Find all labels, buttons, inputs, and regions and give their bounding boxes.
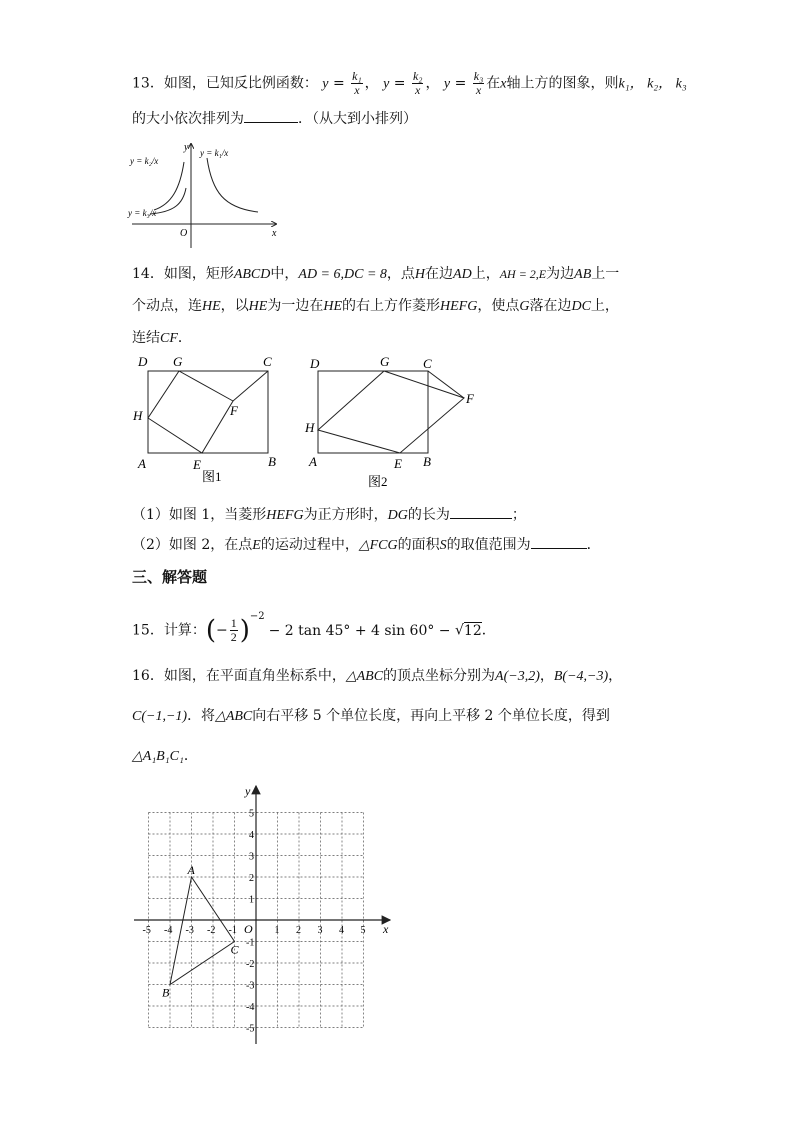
q14-line3: [132, 328, 192, 349]
q14-sub2-b: 的运动过程中，: [260, 537, 359, 553]
fraction-k3-num: k₃: [473, 69, 484, 83]
label-k3: y = k₃/x: [128, 208, 157, 218]
q13-axis-y-label: y: [184, 142, 189, 153]
fraction-k2-den: x: [415, 83, 421, 97]
fig1-caption: 图1: [202, 469, 222, 484]
x-tick-label: 5: [360, 925, 366, 936]
x-tick-label: 1: [274, 925, 280, 936]
q14-sub1-d: ；: [511, 507, 526, 523]
vertex-label-a: A: [187, 863, 195, 877]
fig2-rect: [318, 371, 428, 453]
side-ab: AB: [574, 267, 592, 282]
y-tick-label: -3: [246, 980, 255, 992]
q13-tail: 轴上方的图象，则: [506, 75, 619, 92]
fig1-H: H: [133, 408, 143, 423]
q14-figure1: [132, 352, 292, 487]
area-s: S: [439, 538, 447, 553]
q15-prefix: 15．计算：: [132, 622, 206, 639]
y-tick-label: -4: [246, 1002, 255, 1013]
y-tick-label: -5: [246, 1023, 255, 1035]
q14-figure2: [300, 352, 480, 492]
q14-line1-g: 上一: [591, 266, 620, 282]
fig2-A: A: [309, 454, 317, 469]
fraction-half-den: 2: [230, 630, 237, 645]
fig1-B: B: [268, 454, 276, 469]
sqrt-sign: √: [454, 622, 464, 639]
coord-a: A(−3,2): [495, 669, 540, 684]
fig1-rect: [148, 371, 268, 453]
curve-k1: [207, 158, 258, 212]
rhombus-hefg: HEFG: [440, 299, 478, 314]
y-tick-label: 3: [249, 851, 254, 863]
label-k2: y = k₂/x: [130, 156, 159, 166]
q16-axis-y-label: y: [245, 784, 251, 798]
sub1-hefg: HEFG: [266, 508, 304, 523]
q14-line2-e: ，使点: [477, 298, 520, 314]
triangle-abc-shape: [170, 877, 235, 985]
seg-dg: DG: [387, 508, 408, 523]
q15-rest: − 2 tan 45° + 4 sin 60° −: [268, 622, 455, 639]
q16-line2-c: 向右平移 5 个单位长度，再向上平移 2 个单位长度，得到: [252, 708, 610, 724]
triangle-abc: △ABC: [345, 669, 384, 684]
fig2-B: B: [423, 454, 431, 469]
sep-2: ，: [425, 75, 440, 92]
q16-comma-1: ，: [539, 668, 554, 684]
fig2-rhombus: [318, 371, 464, 453]
q14-sub1-b: 为正方形时，: [303, 507, 388, 523]
q13-origin-label: O: [180, 228, 188, 239]
q14-line1-c: ，点: [386, 266, 415, 282]
fig2-F: F: [466, 391, 474, 406]
q16-line1-b: 的顶点坐标分别为: [383, 668, 496, 684]
fig2-C: C: [423, 356, 432, 371]
fig2-D: D: [310, 356, 320, 371]
fraction-k2: [412, 70, 424, 97]
vertex-label-c: C: [230, 942, 239, 957]
q14-line2-a: 个动点，连: [132, 298, 202, 314]
y-tick-label: 1: [249, 894, 254, 906]
q14-line2-g: 上，: [590, 298, 619, 314]
fig2-caption: 图2: [368, 474, 388, 489]
fig1-A: A: [138, 456, 146, 471]
fig1-D: D: [138, 354, 148, 369]
q15-line: [132, 611, 496, 646]
fig1-C: C: [263, 354, 272, 369]
q14-sub1-answer-blank[interactable]: [450, 504, 512, 519]
q14-line1-b: 中，: [270, 266, 299, 282]
q14-line2-d: 的右上方作菱形: [342, 298, 441, 314]
q14-sub1: [132, 504, 526, 526]
tick-layer: [143, 809, 366, 1035]
triangle-fcg: △FCG: [358, 538, 398, 553]
q14-sub2-d: 的取值范围为: [446, 537, 531, 553]
q16-comma-2: ，: [608, 668, 623, 684]
q13-axis-x-label: x: [272, 228, 277, 239]
q14-line1-a: 14．如图，矩形: [132, 266, 234, 282]
x-tick-label: 2: [296, 925, 301, 936]
fig1-G: G: [173, 354, 183, 369]
q13-line2-b: ．（从大到小排列）: [298, 111, 417, 127]
coord-c: C(−1,−1): [132, 709, 188, 724]
q13-number: 13．: [132, 75, 164, 92]
fraction-half: [230, 617, 238, 644]
point-h: H: [414, 267, 426, 282]
fig1-rhombus: [148, 371, 233, 453]
x-tick-label: -5: [142, 925, 151, 936]
q14-sub1-c: 的长为: [407, 507, 450, 523]
q13-line2-a: 的大小依次排列为: [132, 111, 244, 127]
q16-line1-a: 16．如图，在平面直角坐标系中，: [132, 668, 346, 684]
fraction-k3-den: x: [475, 83, 482, 97]
q14-line1-f: 为边: [546, 266, 575, 282]
fraction-k3: [473, 70, 485, 97]
x-tick-label: -2: [207, 925, 216, 936]
y-tick-label: 2: [249, 873, 254, 884]
q13-line2: [132, 108, 417, 129]
fraction-k2-num: k₂: [412, 69, 423, 83]
q15-end: ．: [481, 622, 496, 639]
q16-line2: [132, 706, 610, 727]
eq-3: =: [450, 75, 471, 92]
q14-sub2-c: 的面积: [397, 537, 440, 553]
q14-line1-e: 上，: [471, 266, 500, 282]
triangle-a1b1c1: △A₁B₁C₁: [132, 749, 184, 764]
y-tick-label: 4: [249, 830, 254, 841]
fraction-k1-num: k₁: [352, 69, 362, 83]
q14-line1: [132, 264, 619, 285]
q14-sub2-a: （2）如图 2，在点: [132, 537, 253, 553]
exponent: −2: [249, 611, 265, 622]
side-dc: DC: [571, 299, 591, 314]
q14-line2-c: 为一边在: [267, 298, 324, 314]
fig1-E: E: [193, 457, 201, 472]
x-tick-label: -3: [185, 925, 194, 936]
fraction-k1-den: x: [354, 83, 360, 97]
fraction-half-num: 1: [230, 616, 237, 631]
q14-line3-a: 连结: [132, 330, 160, 346]
q16-axis-x-label: x: [383, 922, 389, 936]
q14-line3-b: ．: [177, 330, 192, 346]
q14-line2-f: 落在边: [529, 298, 572, 314]
q16-coordinate-graph: [128, 780, 398, 1050]
q16-line2-b: ．将: [187, 708, 216, 724]
cond1: AD = 6,DC = 8: [298, 267, 387, 282]
seg-cf: CF: [160, 331, 178, 346]
fig2-E: E: [394, 456, 402, 471]
rect-abcd: ABCD: [233, 267, 271, 282]
x-tick-label: 3: [317, 925, 323, 936]
vertex-label-b: B: [162, 985, 170, 1000]
q16-line3: [132, 746, 198, 767]
label-k1: y = k₁/x: [200, 148, 229, 158]
q13-middle: 在: [486, 75, 501, 92]
q13-graph: [128, 140, 288, 250]
func-y-2: y: [383, 76, 390, 92]
seg-he-2: HE: [248, 299, 268, 314]
sub2-point-e: E: [252, 538, 261, 553]
cond2: AH = 2,E: [499, 267, 547, 281]
q13-intro: 如图，已知反比例函数：: [163, 75, 318, 92]
q14-line1-d: 在边: [425, 266, 454, 282]
seg-he-1: HE: [202, 299, 221, 314]
q13-x-axis: x: [500, 76, 507, 92]
y-tick-label: 5: [249, 808, 254, 820]
sep-1: ，: [364, 75, 379, 92]
paren-open: (: [205, 615, 216, 646]
q16-period: ．: [183, 748, 198, 764]
q13-k-list: k₁， k₂， k₃: [618, 76, 687, 92]
q13-line1: [132, 70, 687, 97]
x-tick-label: -1: [228, 925, 237, 936]
seg-he-3: HE: [323, 299, 343, 314]
q16-origin: O: [244, 922, 253, 936]
section-title: 三、解答题: [132, 568, 208, 586]
fig1-seg-cf: [233, 371, 268, 401]
x-tick-label: -4: [164, 925, 173, 936]
q14-sub2-e: ．: [586, 537, 601, 553]
func-y-3: y: [443, 76, 451, 92]
q14-line2: [132, 296, 619, 317]
q14-sub2-answer-blank[interactable]: [531, 534, 587, 549]
q13-answer-blank[interactable]: [244, 108, 298, 123]
point-g: G: [519, 299, 530, 314]
side-ad: AD: [453, 267, 472, 282]
sqrt-value: 12: [463, 622, 482, 639]
fraction-k1: [351, 70, 363, 97]
y-tick-label: -1: [246, 937, 255, 949]
y-tick-label: -2: [246, 959, 255, 970]
fig2-H: H: [305, 420, 315, 435]
q14-line2-b: ，以: [220, 298, 249, 314]
triangle-abc-2: △ABC: [215, 709, 253, 724]
coord-b: B(−4,−3): [553, 669, 609, 684]
eq-1: =: [328, 75, 350, 92]
q15-minus: −: [215, 622, 228, 639]
paren-close: ): [239, 615, 250, 646]
eq-2: =: [389, 75, 410, 92]
fig2-seg-cf: [428, 371, 464, 398]
func-y-1: y: [322, 76, 329, 92]
q16-line1: [132, 666, 622, 687]
q14-sub1-a: （1）如图 1，当菱形: [132, 507, 267, 523]
fig2-G: G: [380, 354, 390, 369]
q14-sub2: [132, 534, 601, 556]
fig1-F: F: [230, 403, 238, 418]
x-tick-label: 4: [339, 925, 344, 936]
